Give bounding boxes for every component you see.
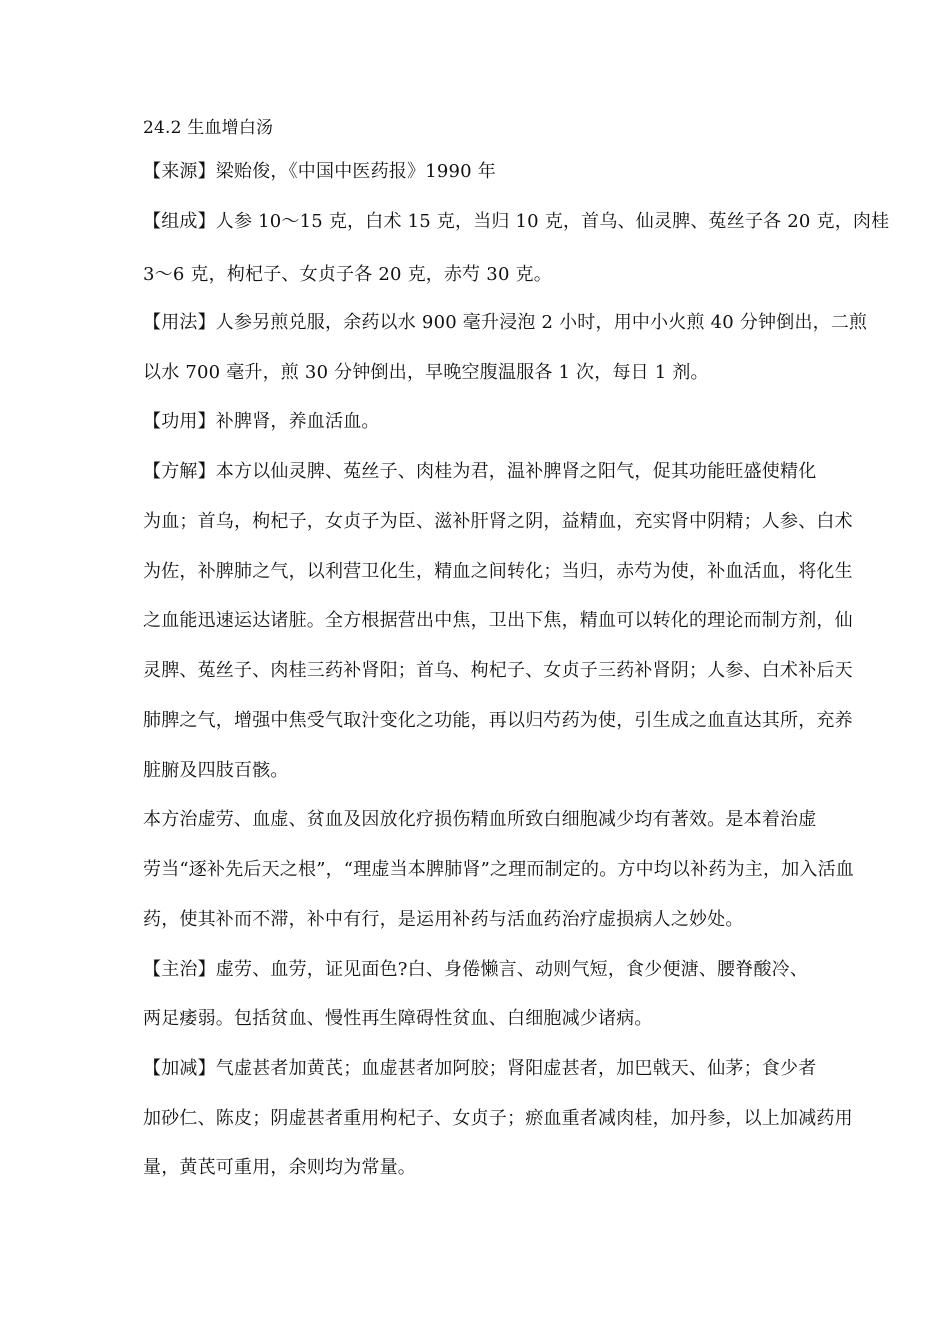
explanation-line-2: 为血；首乌，枸杞子，女贞子为臣、滋补肝肾之阴，益精血，充实肾中阴精；人参、白术 [143, 511, 853, 532]
modifications-line-3: 量，黄芪可重用，余则均为常量。 [143, 1157, 416, 1178]
explanation-line-1: 【方解】本方以仙灵脾、菟丝子、肉桂为君，温补脾肾之阳气，促其功能旺盛使精化 [143, 461, 817, 482]
modifications-line-1: 【加减】气虚甚者加黄芪；血虚甚者加阿胶；肾阳虚甚者，加巴戟天、仙茅；食少者 [143, 1058, 817, 1079]
commentary-line-3: 药，使其补而不滞，补中有行，是运用补药与活血药治疗虚损病人之妙处。 [143, 909, 744, 930]
indications-line-2: 两足痿弱。包括贫血、慢性再生障碍性贫血、白细胞减少诸病。 [143, 1008, 653, 1029]
source-line: 【来源】梁贻俊，《中国中医药报》1990 年 [143, 161, 496, 182]
effect-line: 【功用】补脾肾，养血活血。 [143, 411, 380, 432]
commentary-line-1: 本方治虚劳、血虚、贫血及因放化疗损伤精血所致白细胞减少均有著效。是本着治虚 [143, 809, 817, 830]
commentary-line-2: 劳当“逐补先后天之根”，“理虚当本脾肺肾”之理而制定的。方中均以补药为主，加入活血 [143, 859, 855, 880]
explanation-line-6: 肺脾之气，增强中焦受气取汁变化之功能，再以归芍药为使，引生成之血直达其所，充养 [143, 710, 853, 731]
explanation-line-7: 脏腑及四肢百骸。 [143, 760, 289, 781]
modifications-line-2: 加砂仁、陈皮；阴虚甚者重用枸杞子、女贞子；瘀血重者减肉桂，加丹参，以上加减药用 [143, 1108, 853, 1129]
section-title: 24.2 生血增白汤 [143, 118, 274, 138]
explanation-line-5: 灵脾、菟丝子、肉桂三药补肾阳；首乌、枸杞子、女贞子三药补肾阴；人参、白术补后天 [143, 660, 853, 681]
composition-line-1: 【组成】人参 10～15 克，白术 15 克，当归 10 克，首乌、仙灵脾、菟丝子各 20 克，肉桂 [143, 211, 890, 232]
explanation-line-4: 之血能迅速运达诸脏。全方根据营出中焦，卫出下焦，精血可以转化的理论而制方剂，仙 [143, 610, 853, 631]
explanation-line-3: 为佐，补脾肺之气，以利营卫化生，精血之间转化；当归，赤芍为使，补血活血，将化生 [143, 561, 853, 582]
usage-line-2: 以水 700 毫升，煎 30 分钟倒出，早晚空腹温服各 1 次，每日 1 剂。 [143, 362, 709, 383]
composition-line-2: 3～6 克，枸杞子、女贞子各 20 克，赤芍 30 克。 [143, 264, 552, 285]
usage-line-1: 【用法】人参另煎兑服，余药以水 900 毫升浸泡 2 小时，用中小火煎 40 分钟倒出，二煎 [143, 312, 868, 333]
indications-line-1: 【主治】虚劳、血劳，证见面色?白、身倦懒言、动则气短，食少便溏、腰脊酸冷、 [143, 959, 809, 980]
